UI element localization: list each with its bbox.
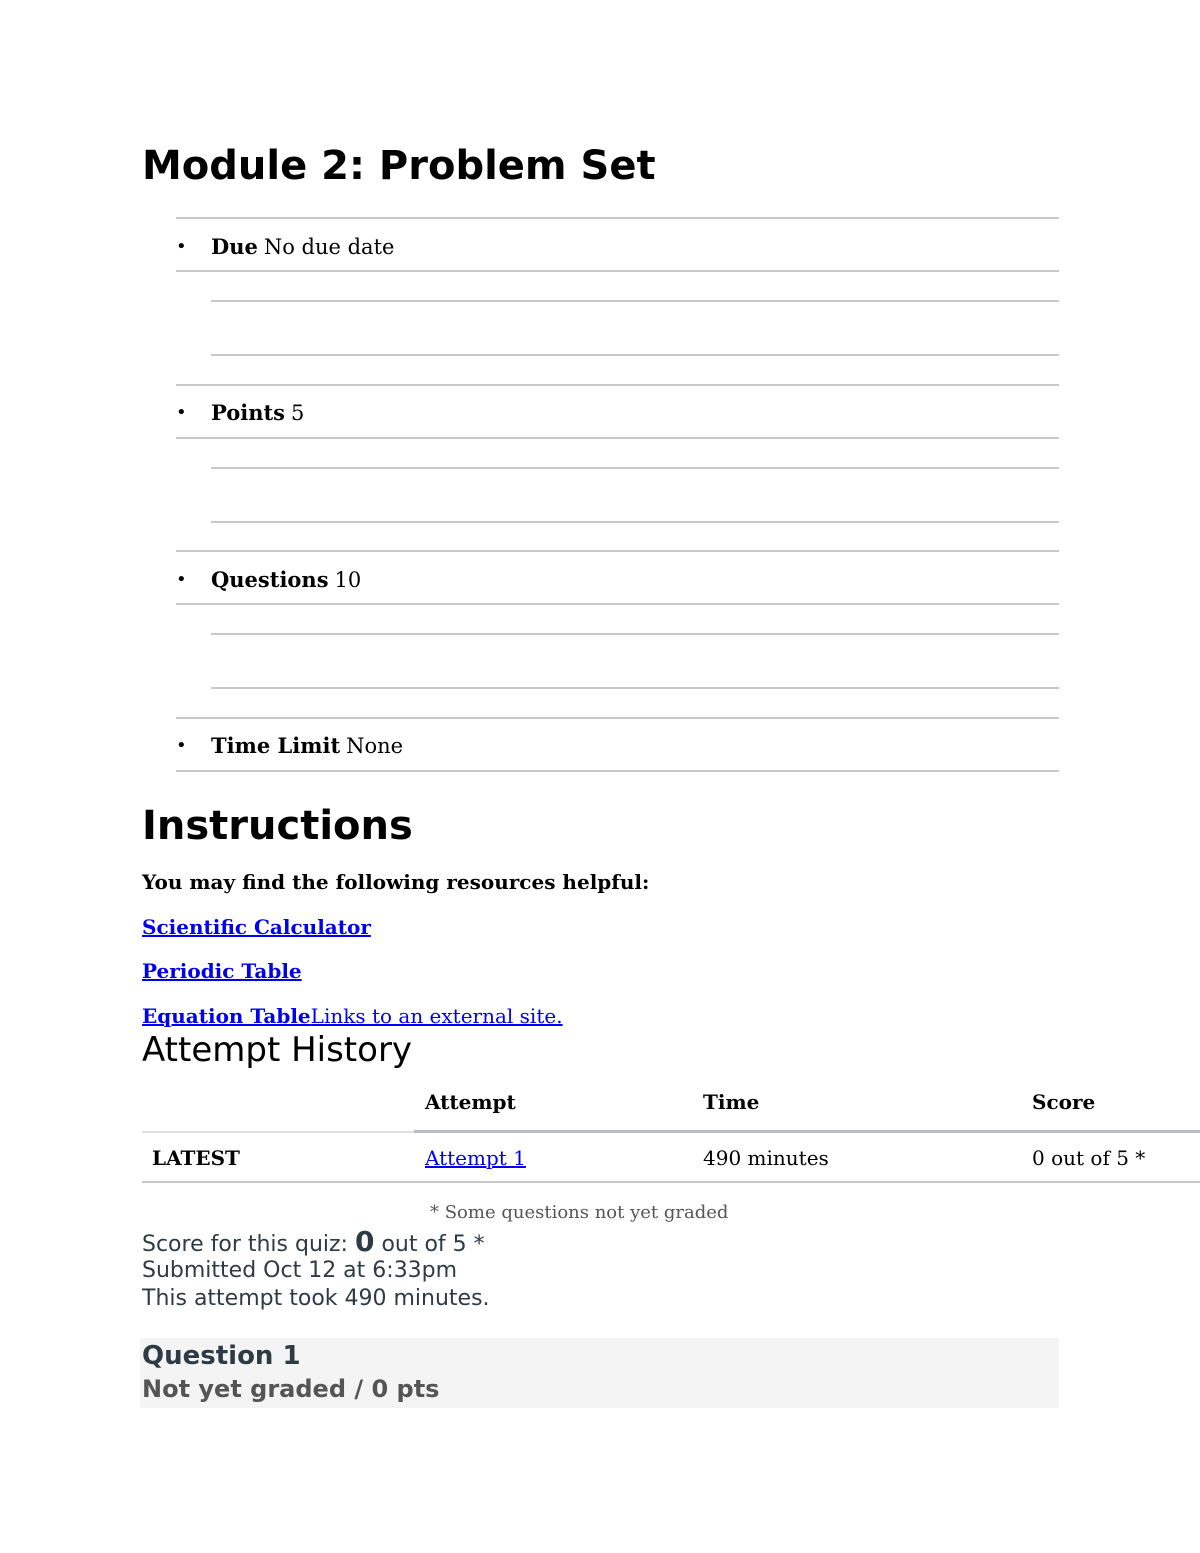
bullet-icon: •: [176, 569, 187, 590]
page-title: Module 2: Problem Set: [142, 143, 656, 189]
question-title: Question 1: [142, 1341, 301, 1371]
divider: [211, 521, 1059, 523]
divider: [176, 437, 1059, 439]
divider: [176, 603, 1059, 605]
latest-tag: LATEST: [152, 1146, 240, 1170]
equation-table-link[interactable]: [142, 1004, 563, 1028]
attempt-score: 0 out of 5 *: [1032, 1146, 1146, 1170]
instructions-heading: Instructions: [142, 803, 413, 849]
bullet-icon: •: [176, 735, 187, 756]
bullet-icon: •: [176, 402, 187, 423]
detail-value: No due date: [263, 235, 395, 259]
column-header-time: Time: [703, 1090, 760, 1114]
attempt-duration: This attempt took 490 minutes.: [142, 1286, 490, 1311]
instructions-intro: You may find the following resources helpful:: [142, 870, 650, 894]
table-divider: [142, 1131, 414, 1133]
divider: [211, 633, 1059, 635]
external-link-note: Links to an external site.: [310, 1004, 563, 1028]
question-status: Not yet graded / 0 pts: [142, 1375, 440, 1403]
divider: [211, 300, 1059, 302]
divider: [176, 770, 1059, 772]
divider: [211, 467, 1059, 469]
detail-value: 5: [291, 401, 305, 425]
divider: [176, 217, 1059, 219]
score-value: 0: [354, 1225, 375, 1258]
equation-table-label: Equation Table: [142, 1004, 311, 1028]
grading-note: * Some questions not yet graded: [430, 1202, 729, 1223]
divider: [211, 687, 1059, 689]
score-suffix: out of 5 *: [374, 1232, 485, 1257]
detail-label: Time Limit: [211, 733, 341, 758]
detail-label: Due: [211, 234, 258, 259]
detail-label: Points: [211, 400, 286, 425]
divider: [211, 354, 1059, 356]
detail-value: None: [346, 734, 404, 758]
detail-due: [176, 233, 394, 261]
table-divider: [142, 1181, 1200, 1183]
detail-time-limit: [176, 732, 403, 760]
scientific-calculator-link[interactable]: Scientific Calculator: [142, 915, 371, 939]
divider: [176, 717, 1059, 719]
attempt-time: 490 minutes: [703, 1146, 829, 1170]
detail-value: 10: [334, 568, 362, 592]
column-header-attempt: Attempt: [425, 1090, 516, 1114]
periodic-table-link[interactable]: Periodic Table: [142, 959, 302, 983]
submitted-time: Submitted Oct 12 at 6:33pm: [142, 1258, 458, 1283]
attempt-1-link[interactable]: Attempt 1: [425, 1146, 526, 1170]
divider: [176, 550, 1059, 552]
detail-label: Questions: [211, 567, 329, 592]
bullet-icon: •: [176, 236, 187, 257]
column-header-score: Score: [1032, 1090, 1096, 1114]
score-prefix: Score for this quiz:: [142, 1232, 355, 1257]
detail-points: [176, 399, 304, 427]
table-divider: [414, 1130, 1200, 1133]
question-header: [140, 1338, 1059, 1408]
quiz-score: [142, 1225, 485, 1259]
divider: [176, 270, 1059, 272]
divider: [176, 384, 1059, 386]
attempt-history-heading: Attempt History: [142, 1030, 413, 1070]
detail-questions: [176, 566, 361, 594]
